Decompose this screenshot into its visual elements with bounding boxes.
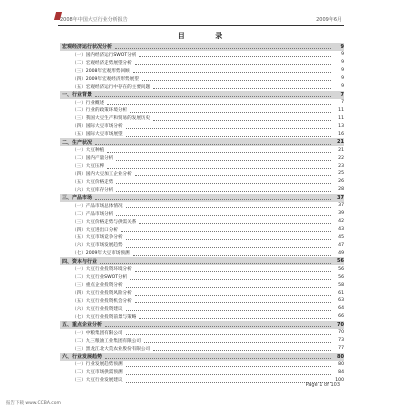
toc-page-number: 21 — [338, 147, 344, 153]
toc-page-number: 63 — [338, 298, 344, 304]
toc-entry-row[interactable] — [60, 218, 344, 226]
toc-entry-label: （一）行业发展趋势预测 — [72, 362, 123, 368]
toc-page-number: 23 — [338, 163, 344, 169]
toc-leader-dots — [116, 187, 331, 192]
toc-entry-label: （一）大豆种植 — [72, 148, 105, 154]
toc-entry-label: （一）产品市场总体情况 — [72, 203, 123, 209]
toc-entry-row[interactable] — [60, 249, 344, 257]
toc-entry-row[interactable] — [60, 226, 344, 234]
toc-entry-row[interactable] — [60, 345, 344, 353]
toc-entry-label: （二）大豆行业SWOT分析 — [72, 275, 128, 281]
toc-leader-dots — [126, 243, 331, 248]
toc-entry-label: （四）国内大豆加工企业分析 — [72, 171, 132, 177]
toc-page-number: 43 — [338, 227, 344, 233]
toc-entry-label: （四）大豆行业投资风险分析 — [72, 291, 132, 297]
toc-page-number: 58 — [338, 282, 344, 288]
toc-entry-row[interactable] — [60, 313, 344, 321]
toc-entry-label: 二、生产状况 — [62, 139, 93, 146]
toc-entry-label: （六）大豆库存分析 — [72, 187, 114, 193]
toc-page-number: 64 — [338, 306, 344, 312]
toc-page-number: 37 — [338, 203, 344, 209]
toc-entry-row[interactable] — [60, 273, 344, 281]
toc-leader-dots — [130, 275, 331, 280]
toc-entry-label: 一、行业背景 — [62, 92, 93, 99]
toc-entry-row[interactable] — [60, 99, 344, 107]
toc-page-number: 11 — [338, 107, 344, 113]
toc-entry-row[interactable] — [60, 59, 344, 67]
header-divider — [58, 25, 344, 26]
toc-leader-dots — [95, 195, 331, 200]
toc-leader-dots — [133, 68, 331, 73]
toc-entry-row[interactable] — [60, 107, 344, 115]
toc-entry-row[interactable] — [60, 329, 344, 337]
toc-page-number: 56 — [337, 258, 344, 265]
toc-entry-label: （七）大豆行业投资前景与策略 — [72, 314, 137, 320]
toc-entry-row[interactable] — [60, 297, 344, 305]
toc-leader-dots — [153, 346, 331, 351]
toc-leader-dots — [142, 76, 331, 81]
toc-page-number: 66 — [338, 314, 344, 320]
toc-entry-label: （三）大豆行业发展建议 — [72, 378, 123, 384]
toc-leader-dots — [126, 362, 331, 367]
toc-leader-dots — [115, 44, 331, 49]
toc-leader-dots — [105, 322, 331, 327]
toc-entry-row[interactable] — [60, 368, 344, 376]
toc-leader-dots — [139, 314, 331, 319]
toc-leader-dots — [126, 370, 331, 375]
toc-entry-row[interactable] — [60, 186, 344, 194]
toc-entry-label: （三）我国大豆生产和贸易的发展历史 — [72, 116, 151, 122]
toc-page-number: 61 — [338, 290, 344, 296]
toc-leader-dots — [139, 219, 331, 224]
toc-page-number: 9 — [340, 43, 344, 50]
toc-page-number: 21 — [337, 139, 344, 146]
toc-section-row[interactable] — [60, 353, 344, 361]
toc-page-number: 84 — [338, 369, 344, 375]
toc-page-number: 80 — [337, 353, 344, 360]
toc-entry-label: （四）国际大豆市场分析 — [72, 124, 123, 130]
toc-entry-label: （二）宏观经济走势展望分析 — [72, 60, 132, 66]
toc-leader-dots — [153, 116, 331, 121]
toc-leader-dots — [144, 338, 331, 343]
toc-leader-dots — [135, 171, 331, 176]
toc-entry-row[interactable] — [60, 114, 344, 122]
toc-entry-row[interactable] — [60, 75, 344, 83]
toc-entry-label: 五、重点企业分析 — [62, 322, 103, 329]
toc-entry-row[interactable] — [60, 83, 344, 91]
toc-entry-row[interactable] — [60, 305, 344, 313]
toc-leader-dots — [126, 124, 331, 129]
toc-entry-label: （五）宏观经济运行中存在的主要问题 — [72, 84, 151, 90]
toc-entry-label: （三）2008年宏观形势回顾 — [72, 68, 130, 74]
toc-entry-label: （四）2009年宏观经济形势展望 — [72, 76, 139, 82]
toc-entry-label: （五）大豆市场竞争分析 — [72, 235, 123, 241]
toc-leader-dots — [95, 140, 331, 145]
toc-entry-row[interactable] — [60, 130, 344, 138]
toc-entry-label: 四、资本与行业 — [62, 258, 98, 265]
toc-page-number: 47 — [338, 242, 344, 248]
toc-page-number: 16 — [338, 131, 344, 137]
toc-leader-dots — [107, 164, 331, 169]
toc-entry-label: （二）大豆市场供需预测 — [72, 370, 123, 376]
toc-section-row[interactable] — [60, 138, 344, 146]
toc-entry-label: 六、行业发展趋势 — [62, 354, 103, 361]
toc-leader-dots — [126, 306, 331, 311]
toc-leader-dots — [126, 235, 331, 240]
toc-entry-row[interactable] — [60, 210, 344, 218]
toc-entry-label: （七）2009年大豆市场预测 — [72, 251, 130, 257]
toc-entry-row[interactable] — [60, 376, 344, 384]
toc-page-number: 9 — [341, 84, 344, 90]
toc-section-row[interactable] — [60, 257, 344, 265]
toc-entry-row[interactable] — [60, 162, 344, 170]
toc-page-number: 49 — [338, 250, 344, 256]
toc-leader-dots — [116, 179, 331, 184]
toc-leader-dots — [126, 283, 331, 288]
toc-leader-dots — [126, 330, 331, 335]
toc-leader-dots — [95, 92, 331, 97]
toc-page-number: 7 — [340, 91, 344, 98]
toc-entry-label: （六）大豆行业投资建议 — [72, 306, 123, 312]
toc-leader-dots — [153, 84, 331, 89]
toc-page-number: 56 — [338, 266, 344, 272]
toc-page-number: 45 — [338, 234, 344, 240]
toc-page-number: 80 — [338, 361, 344, 367]
toc-section-row[interactable] — [60, 91, 344, 99]
toc-entry-label: （一）行业概述 — [72, 100, 105, 106]
toc-leader-dots — [126, 378, 331, 383]
toc-leader-dots — [133, 251, 331, 256]
toc-entry-row[interactable] — [60, 281, 344, 289]
toc-entry-row[interactable] — [60, 146, 344, 154]
toc-entry-label: （六）大豆市场发展趋势 — [72, 243, 123, 249]
page-number: Page 1 of 103 — [305, 382, 340, 388]
toc-leader-dots — [121, 227, 331, 232]
toc-entry-label: （五）大豆价格走势 — [72, 179, 114, 185]
toc-entry-label: （四）大豆进出口分析 — [72, 227, 118, 233]
toc-leader-dots — [135, 60, 331, 65]
header-date: 2009年6月 — [316, 17, 342, 23]
toc-page-number: 9 — [341, 68, 344, 74]
header-title: 2008年中国大豆行业分析报告 — [60, 17, 128, 23]
toc-leader-dots — [100, 259, 331, 264]
toc-entry-row[interactable] — [60, 51, 344, 59]
toc-section-row[interactable] — [60, 43, 344, 51]
toc-entry-row[interactable] — [60, 289, 344, 297]
toc-entry-label: 三、产品市场 — [62, 195, 93, 202]
toc-leader-dots — [107, 148, 331, 153]
toc-entry-label: （五）大豆行业投资机会分析 — [72, 298, 132, 304]
toc-entry-label: （三）黑龙江北大荒农业股份有限公司 — [72, 346, 151, 352]
toc-page-number: 70 — [337, 321, 344, 328]
toc-entry-row[interactable] — [60, 170, 344, 178]
toc-leader-dots — [135, 298, 331, 303]
toc-entry-label: （二）行业的政策环境分析 — [72, 108, 128, 114]
toc-entry-row[interactable] — [60, 67, 344, 75]
toc-leader-dots — [126, 132, 331, 137]
toc-entry-row[interactable] — [60, 265, 344, 273]
toc-title: 目 录 — [177, 32, 237, 40]
toc-page-number: 25 — [338, 171, 344, 177]
toc-entry-label: （五）国际大豆市场展望 — [72, 132, 123, 138]
toc-page-number: 100 — [335, 377, 344, 383]
toc-entry-row[interactable] — [60, 154, 344, 162]
toc-leader-dots — [130, 108, 331, 113]
toc-entry-row[interactable] — [60, 234, 344, 242]
toc-entry-label: （三）大豆压榨 — [72, 164, 105, 170]
toc-leader-dots — [116, 156, 331, 161]
toc-leader-dots — [116, 211, 331, 216]
toc-entry-label: （一）国内经济运行SWOT分析 — [72, 52, 137, 58]
toc-section-row[interactable] — [60, 194, 344, 202]
toc-page-number: 9 — [341, 60, 344, 66]
toc-leader-dots — [139, 52, 331, 57]
toc-page-number: 9 — [341, 76, 344, 82]
toc-entry-row[interactable] — [60, 361, 344, 369]
toc-page-number: 28 — [338, 187, 344, 193]
toc-page-number: 13 — [338, 123, 344, 129]
toc-entry-label: （二）产品市场分析 — [72, 211, 114, 217]
toc-page-number: 77 — [338, 346, 344, 352]
toc-page-number: 7 — [341, 100, 344, 106]
toc-entry-row[interactable] — [60, 122, 344, 130]
toc-page-number: 39 — [338, 211, 344, 217]
toc-entry-row[interactable] — [60, 178, 344, 186]
toc-leader-dots — [105, 354, 331, 359]
toc-entry-label: （一）大豆行业投资环境分析 — [72, 267, 132, 273]
toc-leader-dots — [107, 100, 331, 105]
toc-page-number: 73 — [338, 338, 344, 344]
toc-entry-label: 宏观经济运行状况分析 — [62, 44, 113, 51]
toc-page-number: 9 — [341, 52, 344, 58]
toc-entry-label: （三）大豆价格走势与供需关系 — [72, 219, 137, 225]
toc-page-number: 11 — [338, 115, 344, 121]
toc-entry-row[interactable] — [60, 202, 344, 210]
toc-leader-dots — [135, 291, 331, 296]
toc-entry-label: （二）九三粮油工业集团有限公司 — [72, 338, 141, 344]
toc-page-number: 70 — [338, 330, 344, 336]
toc-page-number: 26 — [338, 179, 344, 185]
toc-leader-dots — [126, 203, 331, 208]
toc-entry-label: （三）重点企业投资分析 — [72, 283, 123, 289]
toc-entry-label: （一）中粮集团有限公司 — [72, 330, 123, 336]
toc-page-number: 22 — [338, 155, 344, 161]
toc-entry-label: （二）国内产量分析 — [72, 156, 114, 162]
toc-section-row[interactable] — [60, 321, 344, 329]
table-of-contents — [60, 43, 344, 384]
toc-page-number: 42 — [338, 219, 344, 225]
toc-entry-row[interactable] — [60, 241, 344, 249]
watermark-text: 报告下载 www.CCBA.com — [6, 401, 61, 406]
toc-page-number: 56 — [338, 274, 344, 280]
toc-entry-row[interactable] — [60, 337, 344, 345]
toc-page-number: 37 — [337, 194, 344, 201]
toc-leader-dots — [135, 267, 331, 272]
